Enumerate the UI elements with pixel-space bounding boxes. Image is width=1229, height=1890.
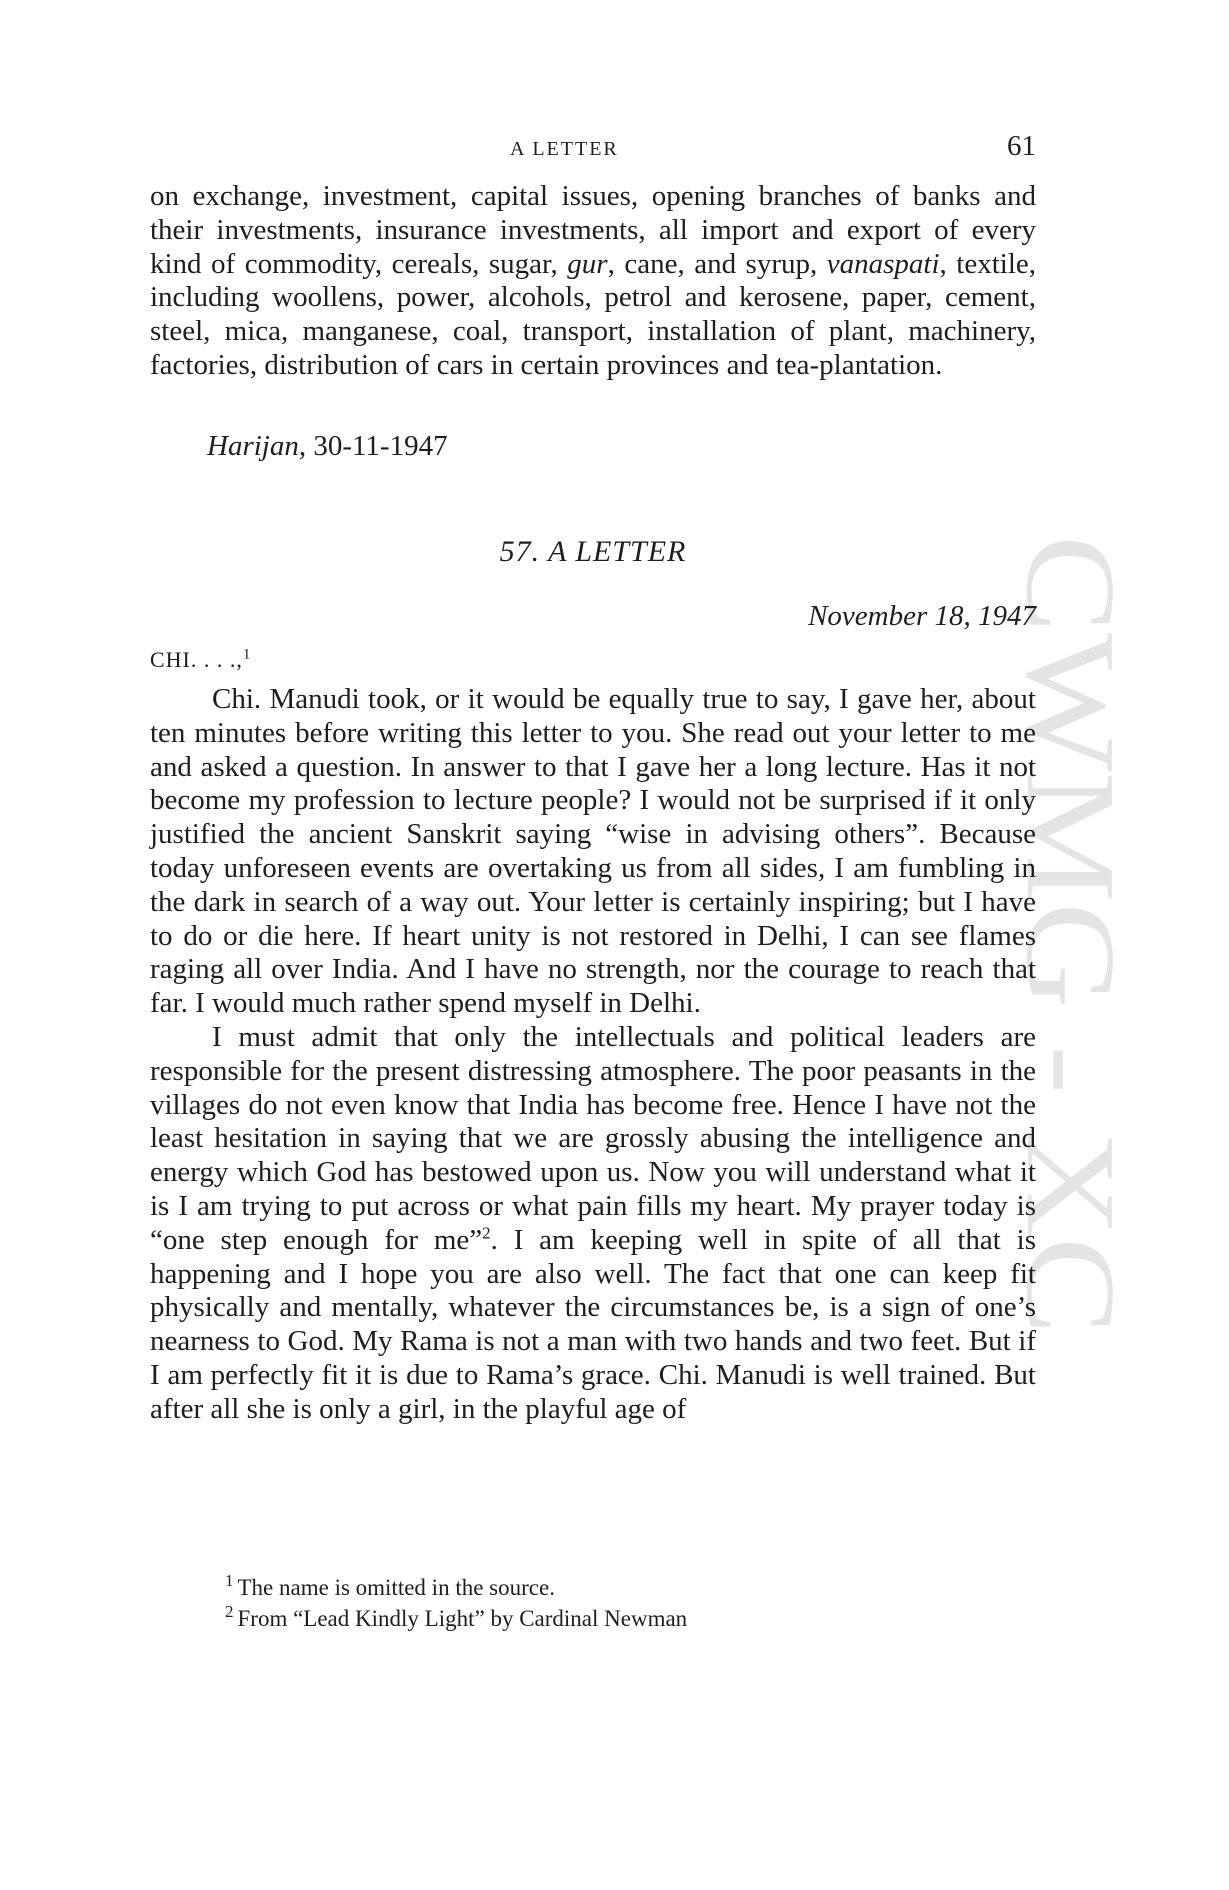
page-number: 61 [1007,130,1036,162]
running-title: A LETTER [510,138,619,160]
section-heading: 57. A LETTER [499,535,687,568]
footnote-2 [225,1603,687,1634]
source-publication: Harijan [207,430,299,462]
footnote-ref-2: 2 [482,1223,491,1243]
letter-paragraph-1-text: Chi. Manudi took, or it would be equally true to say, I gave her, about ten minutes before writing this letter to you. She read out your letter to me and asked a question. In answer to that I gave her a long lecture. Has it not become my profession to lecture people? I would not be surprised if it only justified the ancient Sanskrit saying “wise in advising others”. Because today unforeseen events are overtaking us from all sides, I am fumbling in the dark in search of a way out. Your letter is certainly inspiring; but I have to do or die here. If heart unity is not restored in Delhi, I can see flames raging all over India. And I have no strength, nor the courage to reach that far. I would much rather spend myself in Delhi. [150,683,1036,1020]
footnote-1 [225,1572,687,1603]
letter-paragraph-1 [150,683,1036,1021]
continuation-text-3: , textile, including woollens, power, alcohols, petrol and kerosene, paper, cement, steel, mica, manganese, coal, transport, installation of plant, machinery, factories, distribution of cars in certain provinces and tea-plantation. [150,247,1036,381]
salutation [150,647,251,673]
watermark-text: CWMG - XC [1000,535,1142,1232]
footnote-ref-1: 1 [242,646,252,663]
footnotes [225,1572,687,1634]
continuation-text-2: , cane, and syrup, [607,247,827,280]
source-date: , 30-11-1947 [298,430,448,462]
letter-body [150,683,1036,1427]
footnote-2-text: From “Lead Kindly Light” by Cardinal Newman [237,1606,688,1631]
running-head [150,130,1036,170]
footnote-1-text: The name is omitted in the source. [237,1575,555,1600]
continuation-text-1: on exchange, investment, capital issues, opening branches of banks and their investments, insurance investments, all import and export of every kind of commodity, cereals, sugar, [150,180,1036,280]
continuation-term-vanaspati: vanaspati [826,247,940,280]
letter-paragraph-2-text-b: . I am keeping well in spite of all that is happening and I hope you are also well. The fact that one can keep fit physically and mentally, whatever the circumstances be, is a sign of one’s nearness to God. My Rama is not a man with two hands and two feet. But if I am perfectly fit it is due to Rama’s grace. Chi. Manudi is well trained. But after all she is only a girl, in the playful age of [150,1223,1036,1425]
letter-date: November 18, 1947 [808,600,1036,632]
letter-paragraph-2 [150,1021,1036,1427]
salutation-text: CHI. . . ., [150,647,243,672]
letter-paragraph-2-text-a: I must admit that only the intellectuals and political leaders are responsible for the present distressing atmosphere. The poor peasants in the villages do not even know that India has become free. Hence I have not the least hesitation in saying that we are grossly abusing the intelligence and energy which God has bestowed upon us. Now you will understand what it is I am trying to put across or what pain fills my heart. My prayer today is “one step enough for me” [150,1020,1036,1256]
continuation-paragraph [150,180,1036,383]
footnote-1-number: 1 [225,1571,234,1591]
continuation-term-gur: gur [567,247,608,280]
footnote-2-number: 2 [225,1602,234,1622]
source-citation [207,430,448,463]
